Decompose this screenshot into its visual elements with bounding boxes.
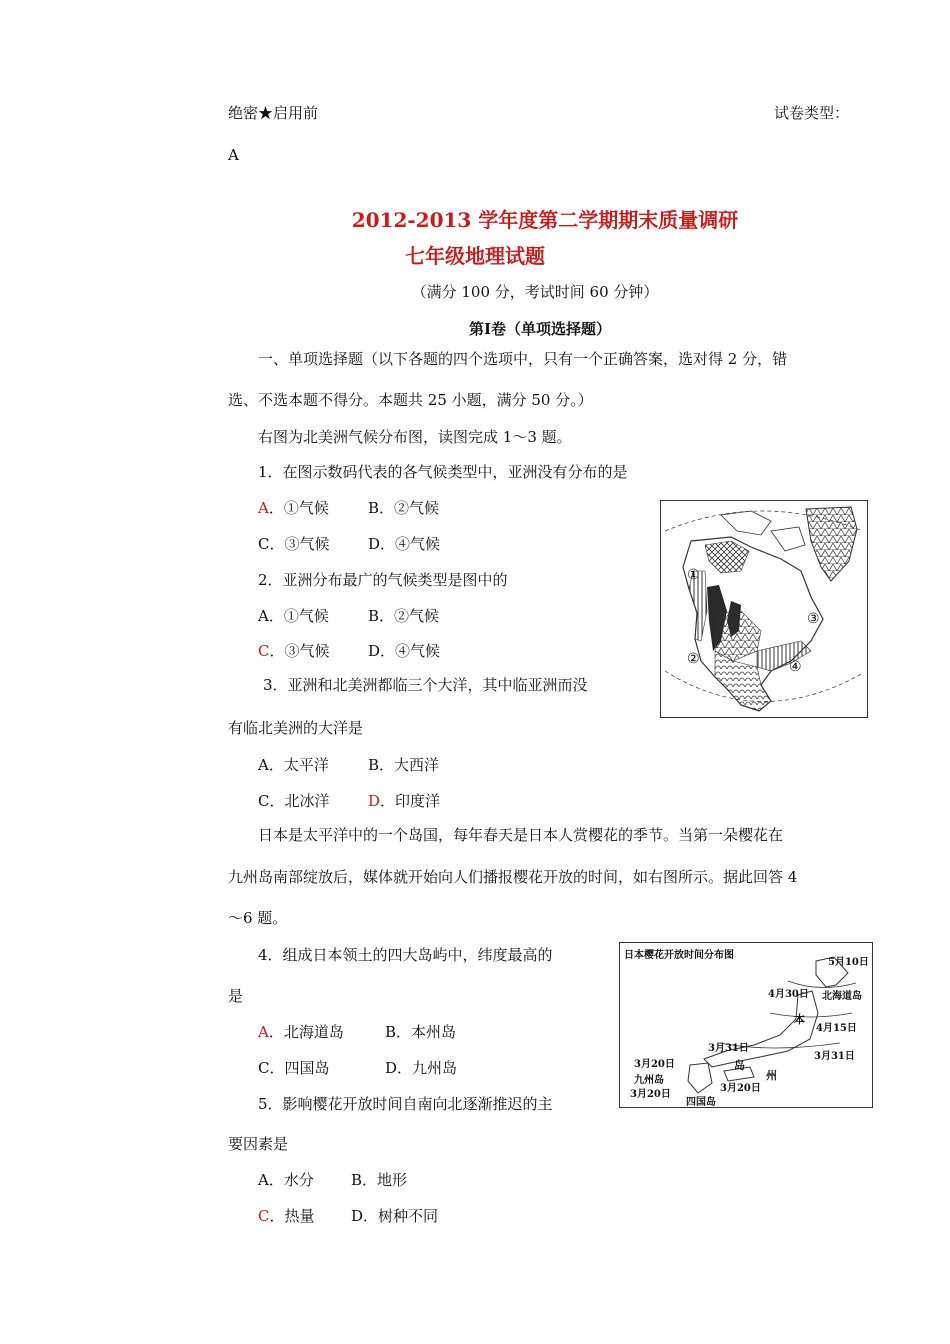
- q3-option-d: D．印度洋: [368, 792, 441, 810]
- q5-option-b: B．地形: [351, 1171, 408, 1189]
- place-label-shikoku: 四国岛: [686, 1097, 716, 1107]
- date-label: 5月10日: [828, 957, 869, 968]
- stem-na: 右图为北美洲气候分布图，读图完成 1～3 题。: [258, 428, 572, 446]
- q4-text-line2: 是: [228, 987, 244, 1005]
- japan-map-title: 日本樱花开放时间分布图: [624, 950, 734, 961]
- q4-option-b: B．本州岛: [385, 1023, 457, 1041]
- q5-text-line1: 5．影响樱花开放时间自南向北逐渐推迟的主: [258, 1095, 553, 1113]
- date-label: 3月31日: [814, 1051, 855, 1062]
- q4-option-a: A．北海道岛: [258, 1023, 344, 1041]
- place-label-hon: 本: [794, 1013, 805, 1026]
- stem-japan-line1: 日本是太平洋中的一个岛国，每年春天是日本人赏樱花的季节。当第一朵樱花在: [258, 826, 784, 844]
- q5-text-line2: 要因素是: [228, 1135, 289, 1153]
- q4-option-c: C．四国岛: [258, 1059, 330, 1077]
- q1-option-b: B．②气候: [368, 499, 440, 517]
- confidential-label: 绝密★启用前: [228, 104, 319, 122]
- q2-option-b: B．②气候: [368, 607, 440, 625]
- q1-option-d: D．④气候: [368, 535, 441, 553]
- stem-japan-line3: ～6 题。: [228, 909, 288, 927]
- q3-option-a: A．太平洋: [258, 756, 329, 774]
- date-label: 3月20日: [720, 1083, 761, 1094]
- instructions-line1: 一、单项选择题（以下各题的四个选项中，只有一个正确答案，选对得 2 分，错: [258, 350, 788, 368]
- q2-text: 2．亚洲分布最广的气候类型是图中的: [258, 571, 508, 589]
- place-label-dao: 岛: [734, 1059, 745, 1072]
- climate-label-4: ④: [789, 659, 802, 675]
- climate-label-1: ①: [687, 567, 700, 583]
- q5-option-d: D．树种不同: [351, 1207, 439, 1225]
- japan-sakura-map: [619, 942, 873, 1108]
- stem-japan-line2: 九州岛南部绽放后，媒体就开始向人们播报樱花开放的时间，如右图所示。据此回答 4: [228, 868, 798, 886]
- page-subtitle: 七年级地理试题: [405, 244, 545, 268]
- q2-option-a: A．①气候: [258, 607, 329, 625]
- date-label: 3月31日: [708, 1043, 749, 1054]
- q1-option-a: A．①气候: [258, 499, 329, 517]
- japan-map-graphic: [620, 943, 872, 1107]
- q3-text-line2: 有临北美洲的大洋是: [228, 719, 364, 737]
- page-title: 2012-2013 学年度第二学期期末质量调研: [351, 208, 739, 232]
- q4-option-d: D．九州岛: [385, 1059, 458, 1077]
- q4-text-line1: 4．组成日本领土的四大岛屿中，纬度最高的: [258, 946, 553, 964]
- north-america-map-graphic: [661, 501, 867, 717]
- north-america-climate-map: [660, 500, 868, 718]
- date-label: 4月30日: [768, 989, 809, 1000]
- q1-text: 1．在图示数码代表的各气候类型中，亚洲没有分布的是: [258, 463, 628, 481]
- place-label-kyushu: 九州岛: [634, 1075, 664, 1086]
- exam-info: （满分 100 分，考试时间 60 分钟）: [411, 283, 659, 301]
- climate-label-2: ②: [687, 651, 700, 667]
- place-label-hokkaido: 北海道岛: [822, 991, 862, 1002]
- q3-option-b: B．大西洋: [368, 756, 440, 774]
- q3-text-line1: 3．亚洲和北美洲都临三个大洋，其中临亚洲而没: [263, 676, 588, 694]
- paper-type-value: A: [228, 146, 239, 164]
- q5-option-c: C．热量: [258, 1207, 315, 1225]
- q5-option-a: A．水分: [258, 1171, 314, 1189]
- section-title: 第Ⅰ卷（单项选择题）: [468, 320, 612, 338]
- instructions-line2: 选、不选本题不得分。本题共 25 小题，满分 50 分。）: [228, 391, 593, 409]
- date-label: 3月20日: [630, 1089, 671, 1100]
- date-label: 3月20日: [634, 1059, 675, 1070]
- q3-option-c: C．北冰洋: [258, 792, 330, 810]
- date-label: 4月15日: [816, 1023, 857, 1034]
- climate-label-3: ③: [807, 611, 820, 627]
- q2-option-d: D．④气候: [368, 642, 441, 660]
- place-label-zhou: 州: [766, 1069, 777, 1082]
- paper-type-label: 试卷类型：: [774, 104, 850, 122]
- q2-option-c: C．③气候: [258, 642, 330, 660]
- q1-option-c: C．③气候: [258, 535, 330, 553]
